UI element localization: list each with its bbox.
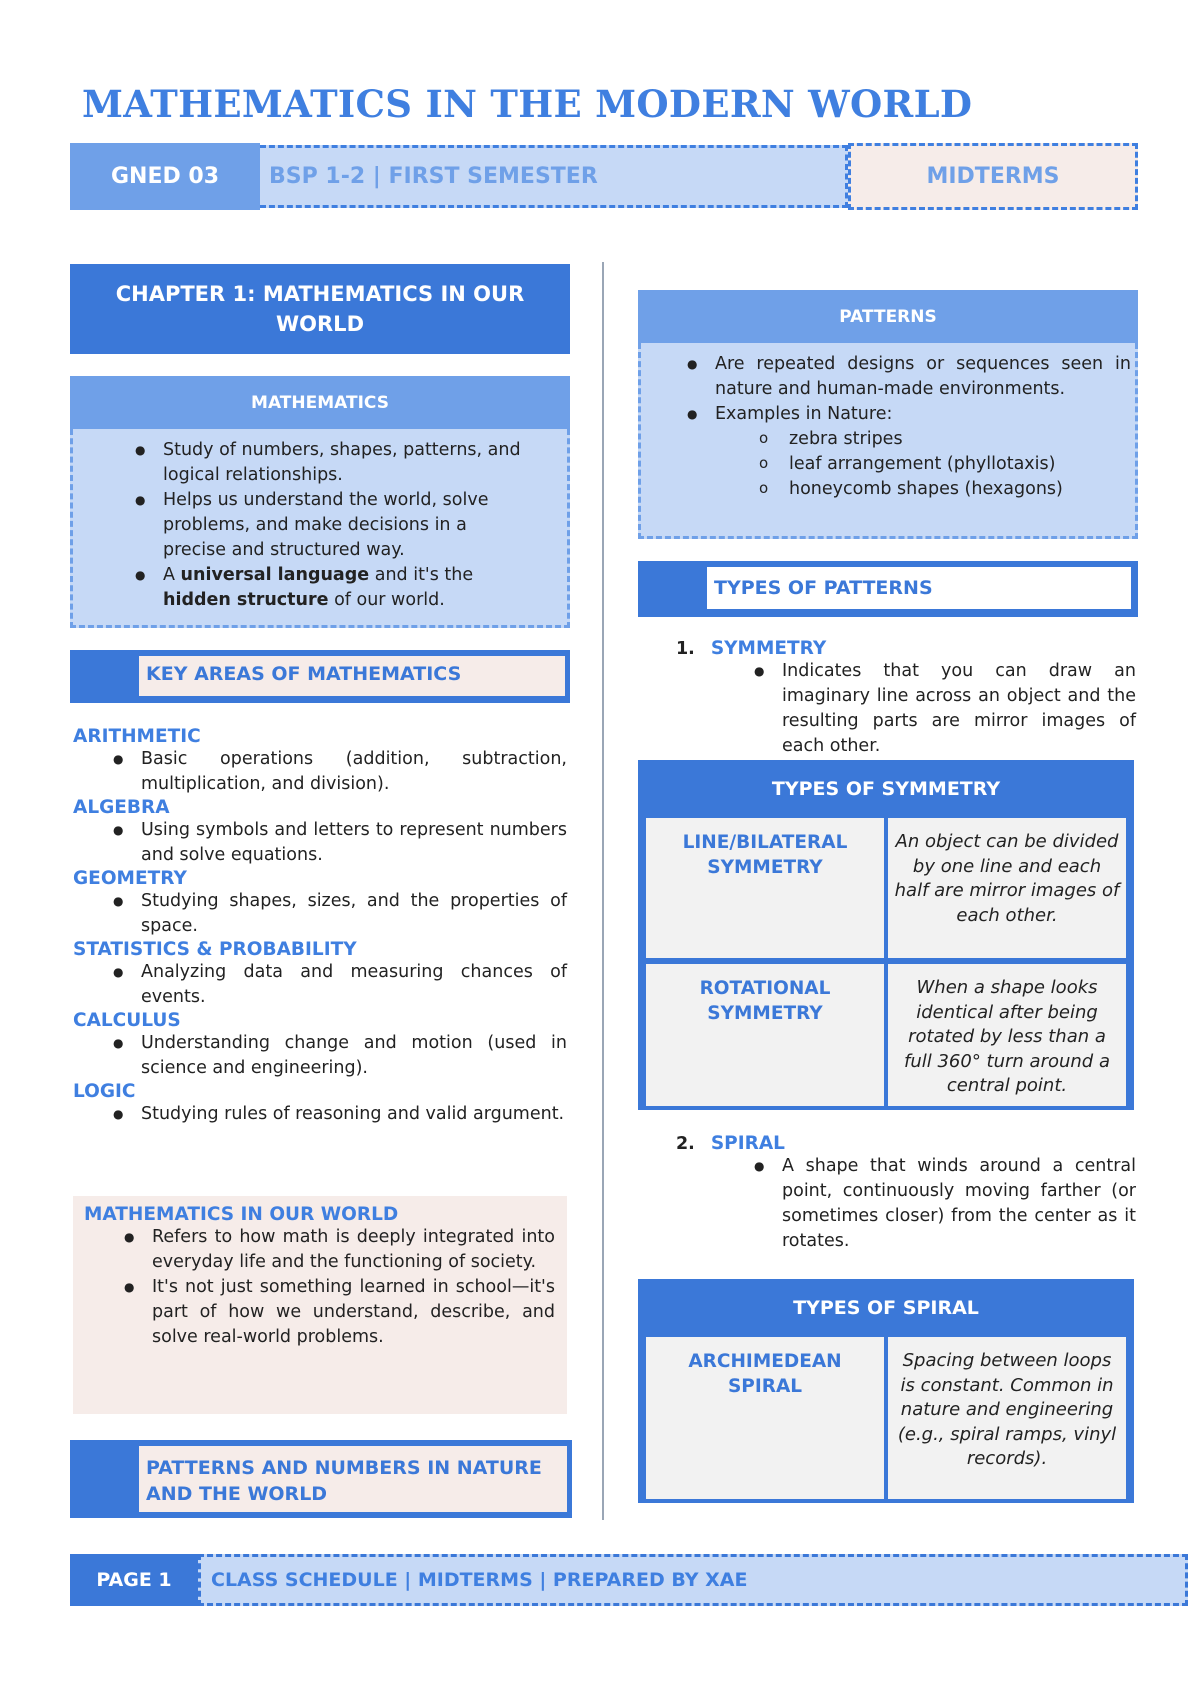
term-label: GEOMETRY [73, 868, 187, 889]
symmetry-table-heading: TYPES OF SYMMETRY [771, 778, 1001, 800]
list-item: ● Refers to how math is deeply integrated into everyday life and the functioning of society. [118, 1225, 555, 1275]
mathematics-heading [70, 376, 570, 429]
patterns-nature-heading-text: PATTERNS AND NUMBERS IN NATURE AND THE WORLD [136, 1443, 570, 1515]
symmetry-item [676, 638, 1136, 759]
term-label: CALCULUS [73, 1010, 181, 1031]
list-item: ● Basic operations (addition, subtraction, multiplication, and division). [107, 747, 567, 797]
item-number: 1. [676, 639, 695, 659]
section-semester: BSP 1-2 | FIRST SEMESTER [260, 145, 848, 208]
list-item: ● Studying shapes, sizes, and the properties of space. [107, 889, 567, 939]
symmetry-table [638, 760, 1134, 1110]
table-cell: LINE/BILATERAL SYMMETRY [646, 818, 884, 958]
term-label: ALGEBRA [73, 797, 170, 818]
key-areas-heading [70, 650, 570, 703]
mathematics-box [70, 429, 570, 628]
spiral-item [676, 1133, 1136, 1254]
term-label: LOGIC [73, 1081, 136, 1102]
spiral-table [638, 1279, 1134, 1503]
table-cell: An object can be divided by one line and each half are mirror images of each other. [888, 818, 1126, 958]
document-title: MATHEMATICS IN THE MODERN WORLD [82, 82, 973, 126]
patterns-nature-heading [70, 1440, 572, 1518]
list-item: o honeycomb shapes (hexagons) [753, 477, 1131, 502]
patterns-box [638, 343, 1138, 539]
table-cell: ARCHIMEDEAN SPIRAL [646, 1337, 884, 1499]
bold-term: hidden structure [163, 590, 329, 610]
course-code: GNED 03 [70, 143, 260, 210]
bold-term: universal language [180, 565, 370, 585]
math-world-heading: MATHEMATICS IN OUR WORLD [84, 1204, 399, 1225]
patterns-heading [638, 290, 1138, 343]
list-item: ● Are repeated designs or sequences seen in nature and human-made environments. [681, 352, 1131, 402]
key-areas-heading-text: KEY AREAS OF MATHEMATICS [136, 653, 568, 699]
list-item: ● Analyzing data and measuring chances of events. [107, 960, 567, 1010]
types-patterns-heading [638, 561, 1138, 617]
list-item: ● It's not just something learned in school—it's part of how we understand, describe, and solve real-world problems. [118, 1275, 555, 1350]
list-item: o leaf arrangement (phyllotaxis) [753, 452, 1131, 477]
table-cell: Spacing between loops is constant. Common in nature and engineering (e.g., spiral ramps, vinyl records). [888, 1337, 1126, 1499]
term-label: SPIRAL [710, 1133, 785, 1154]
chapter-title: CHAPTER 1: MATHEMATICS IN OUR WORLD [115, 281, 525, 336]
term-label: STATISTICS & PROBABILITY [73, 939, 357, 960]
list-item: o zebra stripes [753, 427, 1131, 452]
term-label: MIDTERMS [848, 143, 1138, 210]
chapter-heading [70, 264, 570, 354]
spiral-table-heading: TYPES OF SPIRAL [793, 1297, 979, 1319]
footer-info: CLASS SCHEDULE | MIDTERMS | PREPARED BY XAE [198, 1554, 1188, 1606]
key-areas-list [73, 726, 567, 1127]
types-patterns-heading-text: TYPES OF PATTERNS [704, 564, 1134, 612]
list-item: ● Helps us understand the world, solve problems, and make decisions in a precise and structured way. [129, 488, 535, 563]
list-item: ● Examples in Nature: [681, 402, 1131, 427]
list-item: ● Using symbols and letters to represent numbers and solve equations. [107, 818, 567, 868]
list-item: ● A shape that winds around a central point, continuously moving farther (or sometimes closer) from the center as it rotates. [748, 1154, 1136, 1254]
list-item: ● A universal language and it's the hidden structure of our world. [129, 563, 535, 613]
table-cell: When a shape looks identical after being rotated by less than a full 360° turn around a central point. [888, 964, 1126, 1106]
math-world-box [73, 1196, 567, 1414]
table-cell: ROTATIONAL SYMMETRY [646, 964, 884, 1106]
list-item: ● Study of numbers, shapes, patterns, and logical relationships. [129, 438, 535, 488]
list-item: ● Indicates that you can draw an imaginary line across an object and the resulting parts are mirror images of each other. [748, 659, 1136, 759]
list-item: ● Understanding change and motion (used in science and engineering). [107, 1031, 567, 1081]
mathematics-heading-text: MATHEMATICS [251, 392, 389, 413]
column-divider [602, 262, 604, 1520]
list-item: ● Studying rules of reasoning and valid argument. [107, 1102, 567, 1127]
term-label: SYMMETRY [710, 638, 827, 659]
page-number: PAGE 1 [70, 1554, 198, 1606]
term-label: ARITHMETIC [73, 726, 201, 747]
item-number: 2. [676, 1134, 695, 1154]
patterns-heading-text: PATTERNS [839, 306, 937, 327]
